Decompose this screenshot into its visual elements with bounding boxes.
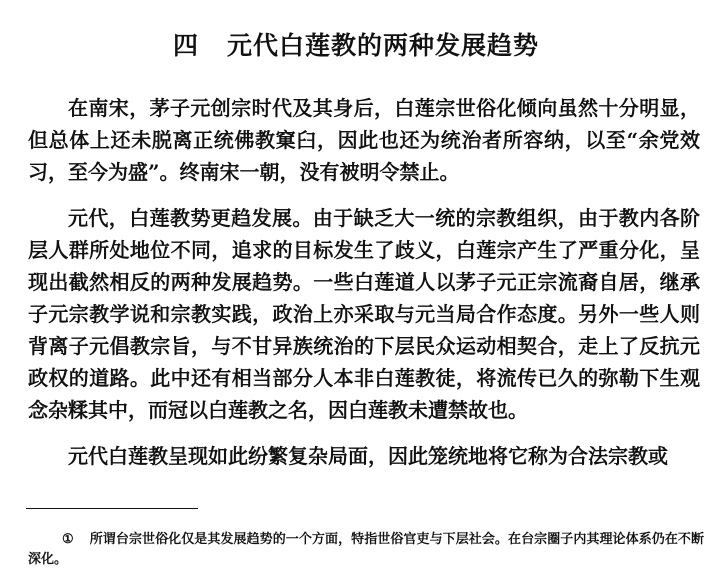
paragraph-1: 在南宋，茅子元创宗时代及其身后，白莲宗世俗化倾向虽然十分明显，但总体上还未脱离正统佛教窠臼，因此也还为统治者所容纳，以至“余党效习，至今为盛”。终南宋一朝，没有被明令禁止。 bbox=[28, 96, 700, 184]
body-text bbox=[28, 92, 700, 472]
footnote-marker: ① bbox=[62, 532, 74, 547]
footnote bbox=[28, 530, 704, 570]
footnote-text: 所谓台宗世俗化仅是其发展趋势的一个方面，特指世俗官吏与下层社会。在台宗圈子内其理论体系仍在不断深化。 bbox=[28, 532, 704, 567]
section-number: 四 bbox=[172, 31, 199, 60]
footnote-divider bbox=[26, 508, 198, 509]
section-title: 元代白莲教的两种发展趋势 bbox=[227, 31, 540, 60]
section-heading bbox=[0, 30, 712, 62]
paragraph-2: 元代，白莲教势更趋发展。由于缺乏大一统的宗教组织，由于教内各阶层人群所处地位不同，追求的目标发生了歧义，白莲宗产生了严重分化，呈现出截然相反的两种发展趋势。一些白莲道人以茅子元正宗流裔自居，继承子元宗教学说和宗教实践，政治上亦采取与元当局合作态度。另外一些人则背离子元倡教宗旨，与不甘异族统治的下层民众运动相契合，走上了反抗元政权的道路。此中还有相当部分人本非白莲教徒，将流传已久的弥勒下生观念杂糅其中，而冠以白莲教之名，因白莲教未遭禁故也。 bbox=[28, 206, 700, 422]
paragraph-3: 元代白莲教呈现如此纷繁复杂局面，因此笼统地将它称为合法宗教或 bbox=[68, 444, 668, 468]
